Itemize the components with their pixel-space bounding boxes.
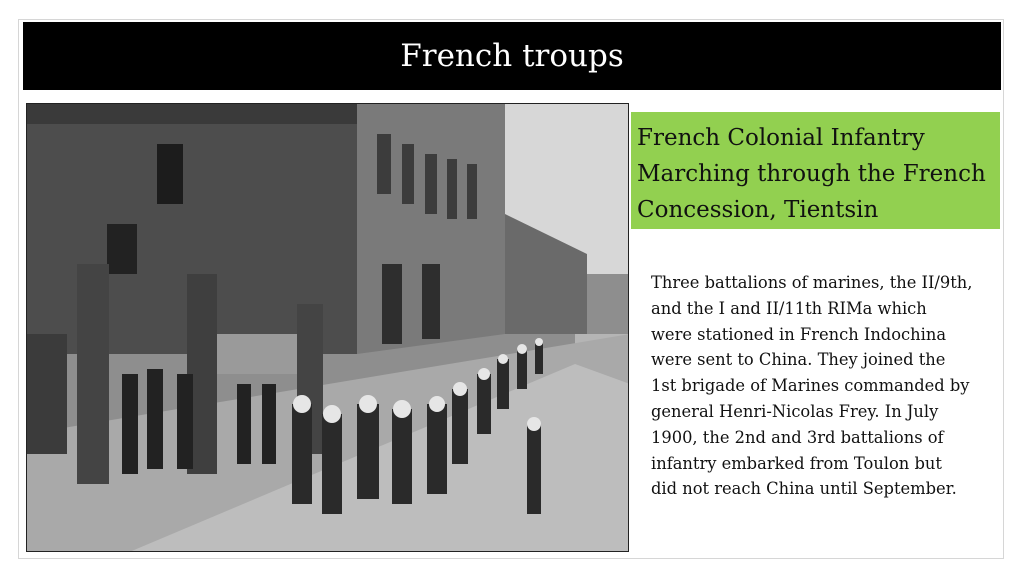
photo-caption-box	[631, 112, 1000, 229]
slide-title: French troups	[400, 38, 624, 74]
body-text	[651, 270, 999, 502]
body-line: 1st brigade of Marines commanded by	[651, 376, 970, 396]
caption-line-3: Concession, Tientsin	[637, 197, 879, 223]
caption-line-2: Marching through the French	[637, 161, 986, 187]
body-line: were sent to China. They joined the	[651, 350, 946, 370]
photo-french-infantry-marching	[26, 103, 629, 552]
photo-illustration	[27, 104, 629, 552]
body-line: infantry embarked from Toulon but	[651, 453, 942, 473]
body-line: were stationed in French Indochina	[651, 324, 947, 344]
body-line: and the I and II/11th RIMa which	[651, 298, 927, 318]
body-line: 1900, the 2nd and 3rd battalions of	[651, 427, 944, 447]
body-line: Three battalions of marines, the II/9th,	[651, 273, 973, 292]
body-line: general Henri-Nicolas Frey. In July	[651, 401, 939, 421]
caption-line-1: French Colonial Infantry	[637, 125, 925, 151]
body-line: did not reach China until September.	[651, 479, 957, 499]
title-bar	[23, 22, 1001, 90]
slide	[18, 19, 1004, 559]
